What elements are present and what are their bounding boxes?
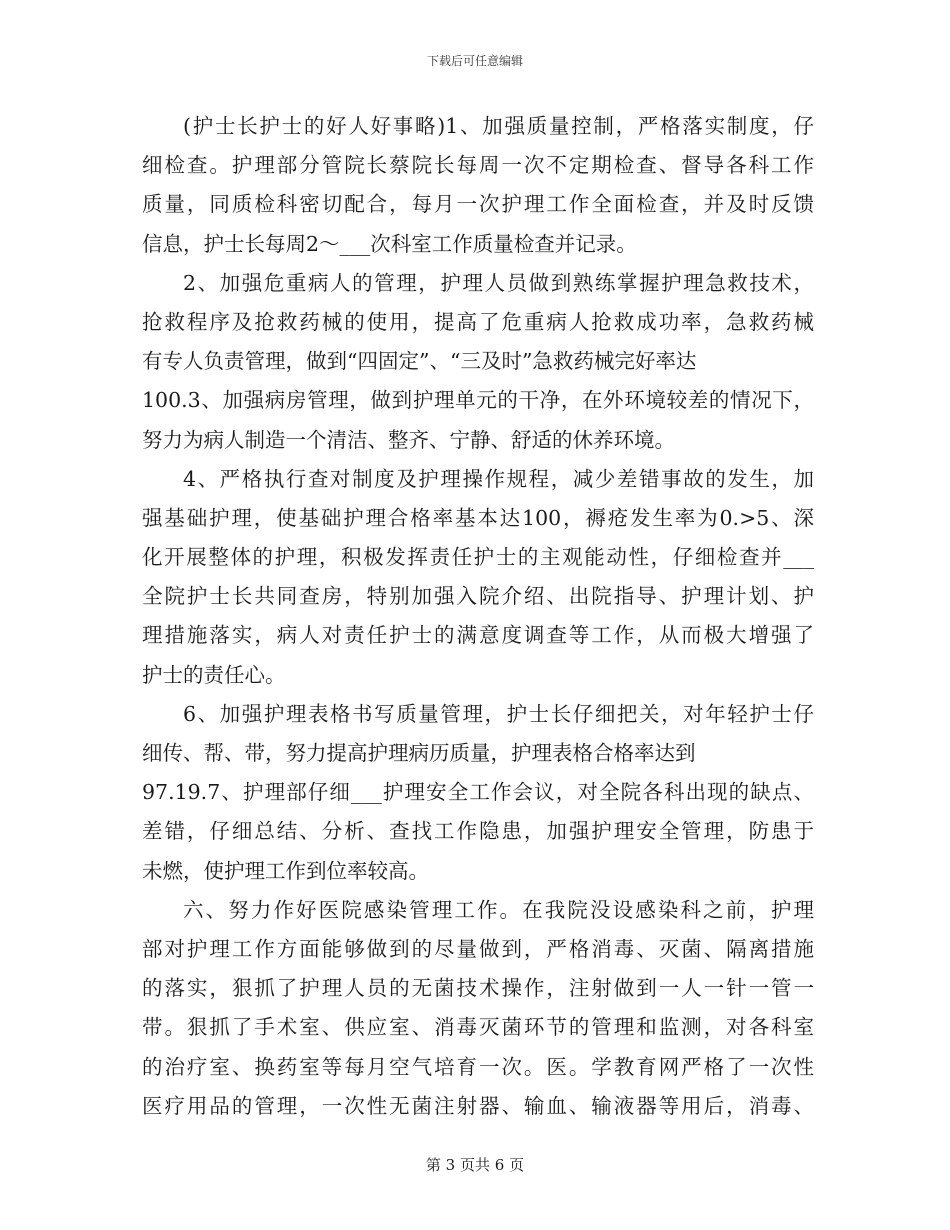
text-line: 差错，仔细总结、分析、查找工作隐患，加强护理安全管理，防患于 bbox=[142, 819, 814, 844]
text-line: 97.19.7、护理部仔细___护理安全工作会议，对全院各科出现的缺点、 bbox=[142, 780, 814, 805]
text-line: 六、努力作好医院感染管理工作。在我院没设感染科之前，护理 bbox=[183, 897, 814, 922]
text-line: 2、加强危重病人的管理，护理人员做到熟练掌握护理急救技术， bbox=[183, 270, 814, 295]
text-line: 的落实，狠抓了护理人员的无菌技术操作，注射做到一人一针一管一 bbox=[142, 976, 814, 1001]
text-line: 全院护士长共同查房，特别加强入院介绍、出院指导、护理计划、护 bbox=[142, 584, 814, 609]
text-line: 有专人负责管理，做到“四固定”、“三及时”急救药械完好率达 bbox=[142, 349, 697, 374]
text-line: 6、加强护理表格书写质量管理，护士长仔细把关，对年轻护士仔 bbox=[183, 701, 814, 726]
text-line: 带。狠抓了手术室、供应室、消毒灭菌环节的管理和监测，对各科室 bbox=[142, 1015, 814, 1040]
text-line: 的治疗室、换药室等每月空气培育一次。医。学教育网严格了一次性 bbox=[142, 1054, 814, 1079]
text-line: 信息，护士长每周2～___次科室工作质量检查并记录。 bbox=[142, 231, 637, 256]
text-line: 抢救程序及抢救药械的使用，提高了危重病人抢救成功率，急救药械 bbox=[142, 309, 814, 334]
text-line: 护士的责任心。 bbox=[142, 662, 286, 687]
text-line: 医疗用品的管理，一次性无菌注射器、输血、输液器等用后，消毒、 bbox=[142, 1093, 814, 1118]
document-body bbox=[142, 107, 814, 1126]
page-header: 下载后可任意编辑 bbox=[426, 54, 523, 68]
text-line: 努力为病人制造一个清洁、整齐、宁静、舒适的休养环境。 bbox=[142, 427, 675, 452]
text-line: 质量，同质检科密切配合，每月一次护理工作全面检查，并及时反馈 bbox=[142, 192, 814, 217]
text-line: 部对护理工作方面能够做到的尽量做到，严格消毒、灭菌、隔离措施 bbox=[142, 936, 814, 961]
text-line: 强基础护理，使基础护理合格率基本达100，褥疮发生率为0.>5、深 bbox=[142, 505, 814, 530]
text-line: 100.3、加强病房管理，做到护理单元的干净，在外环境较差的情况下， bbox=[142, 388, 814, 413]
text-line: 未燃，使护理工作到位率较高。 bbox=[142, 858, 429, 883]
text-line: 细检查。护理部分管院长蔡院长每周一次不定期检查、督导各科工作 bbox=[142, 153, 814, 178]
page-number-footer: 第 3 页共 6 页 bbox=[425, 1156, 525, 1174]
text-line: 细传、帮、带，努力提高护理病历质量，护理表格合格率达到 bbox=[142, 741, 696, 765]
text-line: (护士长护士的好人好事略)1、加强质量控制，严格落实制度，仔 bbox=[183, 114, 814, 138]
text-line: 4、严格执行查对制度及护理操作规程，减少差错事故的发生，加 bbox=[183, 466, 814, 491]
text-line: 化开展整体的护理，积极发挥责任护士的主观能动性，仔细检查并___ bbox=[142, 545, 814, 570]
text-line: 理措施落实，病人对责任护士的满意度调查等工作，从而极大增强了 bbox=[142, 623, 814, 648]
